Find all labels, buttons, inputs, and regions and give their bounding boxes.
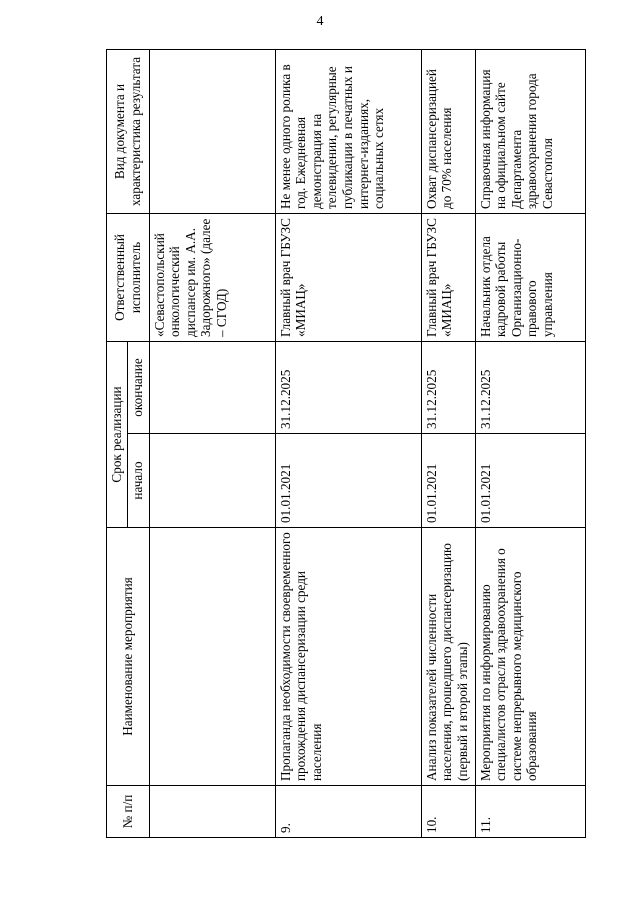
- cell-name: Анализ показателей численности населения, прошедшего диспансеризацию (первый и второй этапы): [421, 528, 475, 786]
- header-result: Вид документа и характеристика результата: [107, 49, 150, 213]
- cell-responsible: Начальник отдела кадровой работы Организационно-правового управления: [475, 213, 585, 341]
- cell-start: 01.01.2021: [421, 434, 475, 528]
- header-start: начало: [127, 434, 149, 528]
- cell-responsible: «Севастопольский онкологический диспансер им. А.А. Задорожного» (далее – СГОД): [149, 213, 275, 341]
- cell-num: 9.: [275, 786, 421, 838]
- cell-name: Мероприятия по информированию специалистов отрасли здравоохранения о системе непрерывного медицинского образования: [475, 528, 585, 786]
- table-row: [149, 49, 275, 837]
- table-row: [275, 49, 421, 837]
- table-row: [475, 49, 585, 837]
- cell-end: 31.12.2025: [421, 341, 475, 433]
- cell-end: [149, 341, 275, 433]
- table-row: [421, 49, 475, 837]
- header-responsible: Ответственный исполнитель: [107, 213, 150, 341]
- cell-num: 10.: [421, 786, 475, 838]
- cell-result: Справочная информация на официальном сайте Департамента здравоохранения города Севастополя: [475, 49, 585, 213]
- cell-start: [149, 434, 275, 528]
- cell-num: 11.: [475, 786, 585, 838]
- cell-end: 31.12.2025: [475, 341, 585, 433]
- header-end: окончание: [127, 341, 149, 433]
- cell-name: Пропаганда необходимости своевременного прохождения диспансеризации среди населения: [275, 528, 421, 786]
- cell-name: [149, 528, 275, 786]
- measures-table-rotated: [106, 50, 582, 838]
- header-period: Срок реализации: [107, 341, 128, 527]
- header-num: № п/п: [107, 786, 150, 838]
- cell-start: 01.01.2021: [275, 434, 421, 528]
- header-name: Наименование мероприятия: [107, 528, 150, 786]
- cell-result: Не менее одного ролика в год. Ежедневная демонстрация на телевидении, регулярные публикации в печатных и интернет-изданиях, социальных сетях: [275, 49, 421, 213]
- measures-table: [106, 49, 586, 838]
- cell-start: 01.01.2021: [475, 434, 585, 528]
- cell-result: [149, 49, 275, 213]
- cell-responsible: Главный врач ГБУЗС «МИАЦ»: [275, 213, 421, 341]
- cell-result: Охват диспансеризацией до 70% населения: [421, 49, 475, 213]
- cell-responsible: Главный врач ГБУЗС «МИАЦ»: [421, 213, 475, 341]
- page-number: 4: [316, 14, 324, 29]
- cell-end: 31.12.2025: [275, 341, 421, 433]
- cell-num: [149, 786, 275, 838]
